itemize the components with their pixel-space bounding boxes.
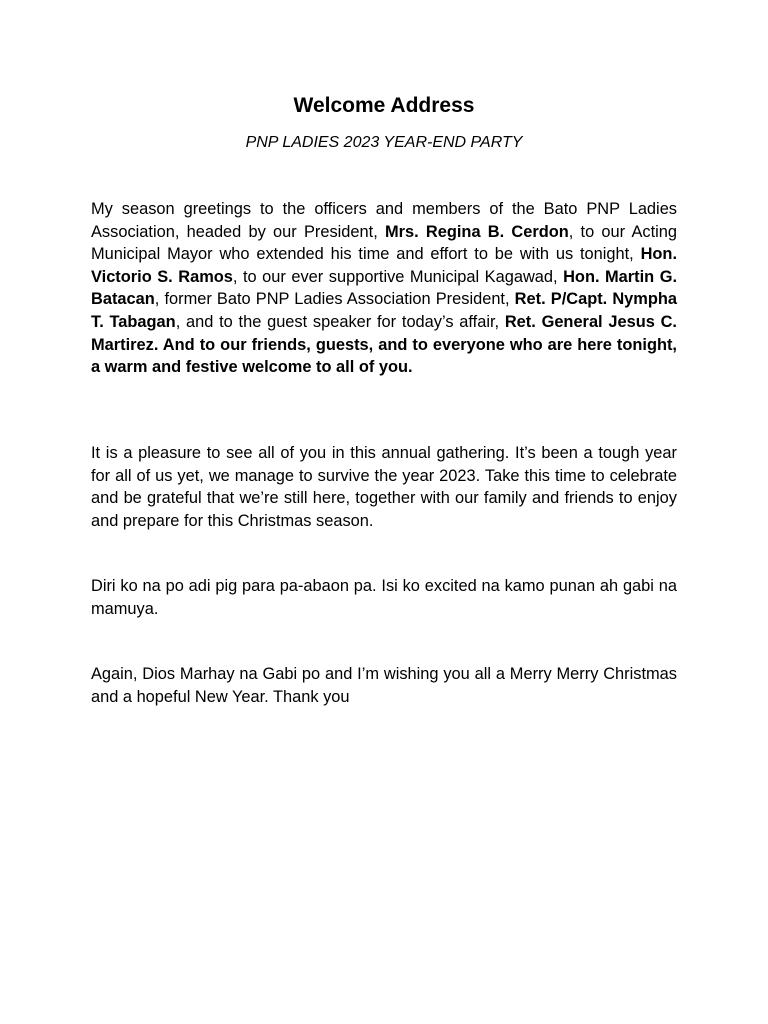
document-subtitle: PNP LADIES 2023 YEAR-END PARTY [245,134,523,151]
name-mayor: Hon. Victorio S. Ramos [91,245,677,286]
name-kagawad: Hon. Martin G. Batacan [91,267,678,309]
greetings-text-3: , to our ever supportive Municipal Kagawad, [232,267,564,286]
greetings-text-2: , to our Acting Municipal Mayor who extended his time and effort to be with us tonight, [91,222,677,264]
document-title: Welcome Address [293,94,475,117]
greetings-text-4: , former Bato PNP Ladies Association President, [154,290,515,309]
paragraph-greetings [91,198,677,379]
paragraph-gathering: It is a pleasure to see all of you in this annual gathering. It’s been a tough year for all of us yet, we manage to survive the year 2023. Take this time to celebrate and be grateful that we’re still here, together with our family and friends to enjoy and prepare for this Christmas season. [91,444,677,530]
paragraph-closing: Again, Dios Marhay na Gabi po and I’m wishing you all a Merry Merry Christmas and a hopeful New Year. Thank you [91,665,677,706]
name-president: Mrs. Regina B. Cerdon [384,222,569,241]
greetings-text-1: My season greetings to the officers and members of the Bato PNP Ladies Association, headed by our President, [91,200,677,241]
name-guest-speaker-and-welcome: Ret. General Jesus C. Martirez. And to our friends, guests, and to everyone who are here tonight, a warm and festive welcome to all of you. [91,312,677,377]
name-former-president: Ret. P/Capt. Nympha T. Tabagan [91,290,678,331]
greetings-text-5: , and to the guest speaker for today’s affair, [175,312,505,331]
paragraph-local-remark: Diri ko na po adi pig para pa-abaon pa. Isi ko excited na kamo punan ah gabi na mamuya. [91,577,677,618]
